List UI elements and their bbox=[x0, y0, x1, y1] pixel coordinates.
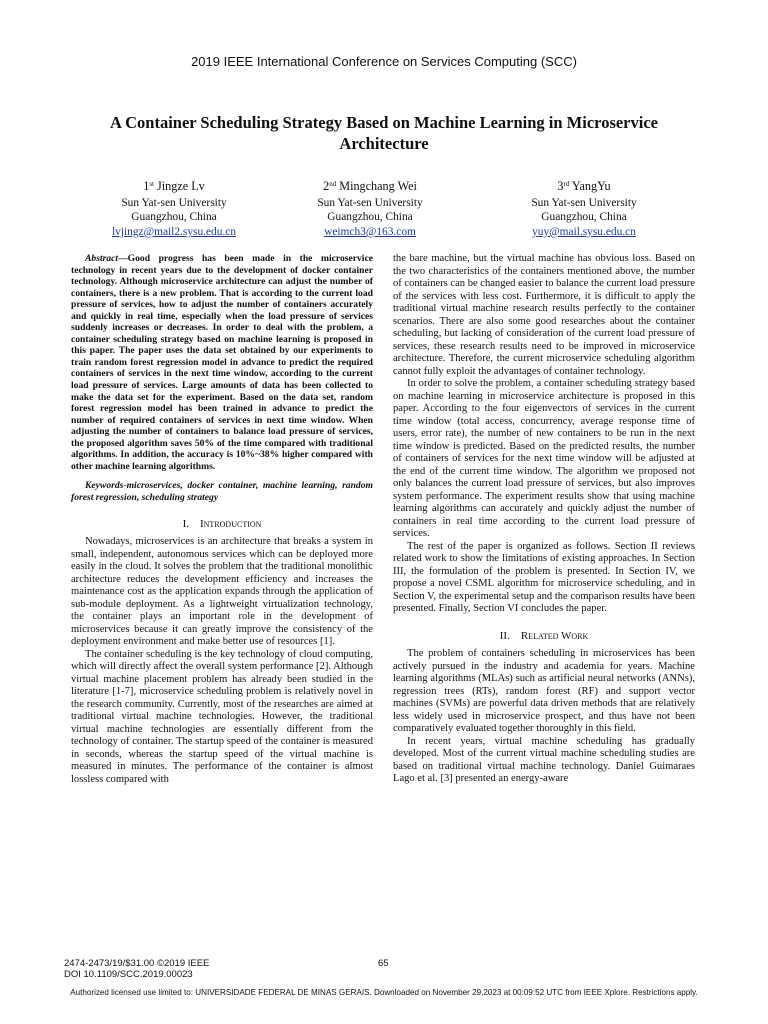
left-column bbox=[71, 253, 373, 786]
keywords bbox=[71, 480, 373, 503]
author-email-link-3[interactable]: yuy@mail.sysu.edu.cn bbox=[532, 225, 636, 238]
author-affiliation-3: Sun Yat-sen University bbox=[531, 196, 637, 209]
keywords-label: Keywords- bbox=[85, 480, 127, 492]
abstract-text: Good progress has been made in the microservice technology in recent years due to the development of docker container technology. Although microservice architecture can adjust the number of containers, there is a new problem. That is according to the current load pressure of services, how to adjust the number of containers accurately and quickly in real time, especially when the load pressure of services suddenly increases or decreases. In order to deal with the problem, a container scheduling strategy based on machine learning is proposed in this paper. The paper uses the data set obtained by our experiments to train random forest regression model in advance to predict the required containers of services in the next time window, according to the current load pressure of services. Large amounts of data has been collected to make the data set for the experiment. Based on the data set, random forest regression model has been trained in advance to predict the number of required containers of services in next time window. When adjusting the number of containers to balance load pressure of services, the proposed algorithm saves 50% of the time compared with traditional algorithms. In addition, the accuracy is 10%~38% higher compared with other machine learning algorithms. bbox=[71, 253, 373, 472]
intro-paragraph-2: The container scheduling is the key technology of cloud computing, which will directly affect the overall system performance [2]. Although virtual machine placement problem has already been studied in the literature [1-7], microservice scheduling problem is relatively novel in the research community. Currently, most of the researches are aimed at traditional virtual machine technologies. However, the traditional virtual machine technologies are essentially different from the technology of container. The startup speed of the container is measured in seconds, whereas the startup speed of the virtual machine is measured in minutes. The performance of the container is almost lossless compared with bbox=[71, 648, 373, 785]
footer-copyright: 2474-2473/19/$31.00 ©2019 IEEE bbox=[64, 958, 210, 969]
abstract: Abstract—Good progress has been made in the microservice technology in recent years due to the development of docker container technology. Although microservice architecture can adjust the number of containers, there is a new problem. That is according to the current load pressure of services, how to adjust the number of containers accurately and quickly in real time, especially when the load pressure of services suddenly increases or decreases. In order to deal with the problem, a container scheduling strategy based on machine learning is proposed in this paper. The paper uses the data set obtained by our experiments to train random forest regression model in advance to predict the required containers of services in the next time window, according to the current load pressure of services. Large amounts of data has been collected to make the data set for the experiment. Based on the data set, random forest regression model has been trained in advance to predict the number of required containers of services in next time window. When adjusting the number of containers to balance load pressure of services, the proposed algorithm saves 50% of the time compared with traditional algorithms. In addition, the accuracy is 10%~38% higher compared with other machine learning algorithms. bbox=[71, 253, 373, 472]
author-location-3: Guangzhou, China bbox=[541, 211, 627, 224]
authorization-notice: Authorized licensed use limited to: UNIVERSIDADE FEDERAL DE MINAS GERAIS. Downloaded on November 29,2023 at 00:09:52 UTC from IEEE Xplore. Restrictions apply. bbox=[70, 988, 698, 997]
abstract-label: Abstract bbox=[85, 253, 119, 264]
section-heading-introduction: I. Introduction bbox=[182, 517, 262, 530]
footer-doi: DOI 10.1109/SCC.2019.00023 bbox=[64, 969, 193, 980]
related-paragraph-1: The problem of containers scheduling in microservices has been actively pursued in the industry and academia for years. Machine learning algorithms (MLAs) such as artificial neural networks (ANNs), regression trees (RTs), random forest (RF) and support vector machines (SVMs) are powerful data driven methods that are relatively less widely used in microservice prospect, and thus have not been comparatively evaluated together thoroughly in this field. bbox=[393, 648, 695, 734]
author-name-2: 2nd Mingchang Wei bbox=[323, 179, 417, 193]
author-location-2: Guangzhou, China bbox=[327, 211, 413, 224]
right-column bbox=[393, 253, 695, 786]
author-block-2 bbox=[260, 179, 480, 239]
author-block-1 bbox=[64, 179, 284, 239]
author-name-1: 1st Jingze Lv bbox=[143, 179, 205, 193]
author-block-3 bbox=[474, 179, 694, 239]
intro-paragraph-3: the bare machine, but the virtual machine has obvious loss. Based on the two characteristics of the containers mentioned above, the number of containers can be changed easier to balance the current load pressure of the services with less cost. Furthermore, it is difficult to apply the traditional virtual machine research results perfectly to the container scenarios. There are also some good researches about the container scheduling, but lacking of consideration of the current load pressure of services, these research results need to be improved in microservice architecture. Therefore, the current microservice scheduling algorithm cannot fully exploit the advantages of container technology. bbox=[393, 253, 695, 377]
author-affiliation-2: Sun Yat-sen University bbox=[317, 196, 423, 209]
section-heading-related-work: II. Related Work bbox=[499, 629, 589, 642]
footer-publication-info bbox=[64, 958, 209, 980]
keywords-text: microservices, docker container, machine learning, random forest regression, scheduling strategy bbox=[71, 480, 373, 503]
intro-paragraph-4: In order to solve the problem, a container scheduling strategy based on machine learning in microservice architecture is proposed in this paper. According to the four eigenvectors of services in the current time window (total access, concurrency, average response time of users, error rate), the number of new containers to be run in the next time window is predicted. Based on the predicted results, the number of containers of services for the next time window will be adjusted at the end of the current time window. The algorithm we proposed not only balances the current load pressure of services, but also improves system performance. The experiment results show that using machine learning algorithms can accurately and quickly adjust the number of containers in real time according to the current load pressure of services. bbox=[393, 378, 695, 539]
author-email-link-2[interactable]: weimch3@163.com bbox=[324, 225, 416, 238]
related-paragraph-2: In recent years, virtual machine scheduling has gradually developed. Most of the current virtual machine scheduling studies are based on traditional virtual machine technology. Daniel Guimaraes Lago et al. [3] presented an energy-aware bbox=[393, 735, 695, 784]
intro-paragraph-1: Nowadays, microservices is an architecture that breaks a system in small, independent, autonomous services which can be deployed more easily in the cloud. It solves the problem that the traditional monolithic architecture reduces the development efficiency and increases the maintenance cost as the application expands through the application of sub-module deployment. As a lightweight virtualization technology, the container plays an important role in the development of microservices because it can greatly improve the consistency of the deployment environment and make better use of resources [1]. bbox=[71, 536, 373, 648]
author-location-1: Guangzhou, China bbox=[131, 211, 217, 224]
author-affiliation-1: Sun Yat-sen University bbox=[121, 196, 227, 209]
author-name-3: 3rd YangYu bbox=[557, 179, 611, 193]
page-number: 65 bbox=[378, 958, 389, 969]
conference-header: 2019 IEEE International Conference on Services Computing (SCC) bbox=[191, 54, 577, 69]
author-email-link-1[interactable]: lvjingz@mail2.sysu.edu.cn bbox=[111, 225, 237, 238]
intro-paragraph-5: The rest of the paper is organized as follows. Section II reviews related work to show the limitations of existing approaches. In Section III, the formulation of the problem is presented. In Section IV, we propose a novel CSML algorithm for microservice scheduling, and in Section V, the experimental setup and the comparison results have been presented. Finally, Section VI concludes the paper. bbox=[393, 540, 695, 614]
paper-title: A Container Scheduling Strategy Based on Machine Learning in Microservice Architecture bbox=[109, 113, 658, 153]
